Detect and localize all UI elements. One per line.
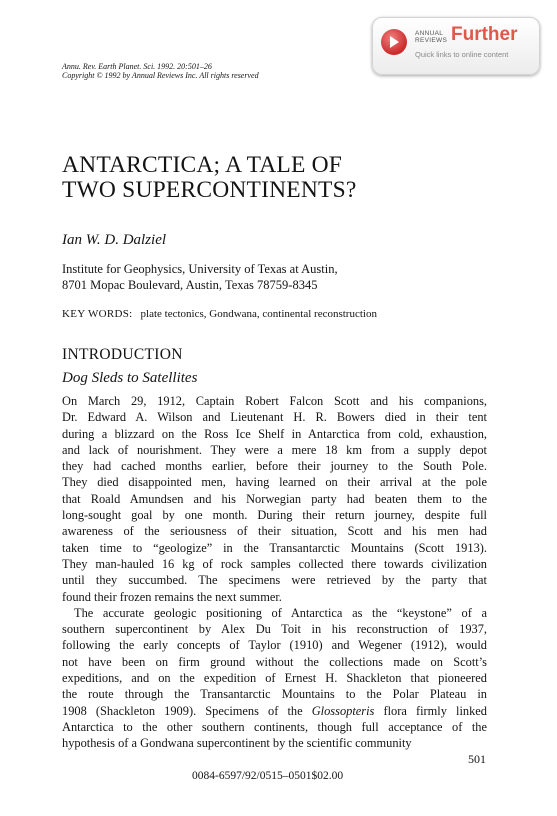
body-text xyxy=(62,393,487,752)
annual-reviews-label: ANNUAL REVIEWS xyxy=(415,30,448,44)
further-subtitle: Quick links to online content xyxy=(415,50,509,59)
body-line: until they succumbed. The specimens were retrieved by the party that xyxy=(62,573,487,588)
affiliation xyxy=(62,261,338,293)
author-name: Ian W. D. Dalziel xyxy=(62,232,167,248)
affiliation-line-2: 8701 Mopac Boulevard, Austin, Texas 78759-8345 xyxy=(62,278,318,292)
body-line: They man-hauled 16 kg of rock samples collected there towards civilization xyxy=(62,556,487,571)
body-line-part: 1908 (Shackleton 1909). Specimens of the xyxy=(62,703,312,718)
body-line-part: flora firmly linked xyxy=(374,703,487,718)
further-badge[interactable] xyxy=(372,17,540,75)
subsection-heading: Dog Sleds to Satellites xyxy=(62,370,198,386)
keywords-value: plate tectonics, Gondwana, continental reconstruction xyxy=(140,308,377,320)
body-line: awareness of the seriousness of their situation, Scott and his men had xyxy=(62,524,487,539)
body-line: following the early concepts of Taylor (1910) and Wegener (1912), would xyxy=(62,638,487,653)
footer-code: 0084-6597/92/0515–0501$02.00 xyxy=(192,770,344,782)
body-line: expeditions, and on the expedition of Ernest H. Shackleton that pioneered xyxy=(62,671,487,686)
body-line: Dr. Edward A. Wilson and Lieutenant H. R. Bowers died in their tent xyxy=(62,410,487,425)
article-title xyxy=(62,153,356,203)
play-arrow-icon xyxy=(381,29,407,55)
keywords-label: KEY WORDS: xyxy=(62,308,133,320)
body-line: and lack of nourishment. They were a mere 18 km from a supply depot xyxy=(62,442,487,457)
body-line: long-sought goal by one month. During their return journey, despite full xyxy=(62,508,487,523)
body-line: They died disappointed men, having learned on their arrival at the pole xyxy=(62,475,487,490)
title-line-2: TWO SUPERCONTINENTS? xyxy=(62,177,357,203)
body-line: found their frozen remains the next summer. xyxy=(62,589,282,604)
journal-line: Annu. Rev. Earth Planet. Sci. 1992. 20:501–26 xyxy=(62,62,212,71)
body-line: hypothesis of a Gondwana supercontinent by the scientific community xyxy=(62,736,412,751)
section-heading: INTRODUCTION xyxy=(62,346,183,363)
keywords xyxy=(62,308,377,320)
body-line: Antarctica to the other southern continents, though full acceptance of the xyxy=(62,719,487,734)
affiliation-line-1: Institute for Geophysics, University of Texas at Austin, xyxy=(62,262,338,276)
body-line: during a blizzard on the Ross Ice Shelf in Antarctica from cold, exhaustion, xyxy=(62,426,487,441)
body-line: southern supercontinent by Alex Du Toit in his reconstruction of 1937, xyxy=(62,622,487,637)
glossopteris-term: Glossopteris xyxy=(311,703,375,718)
journal-citation xyxy=(62,62,259,80)
body-line: The accurate geologic positioning of Antarctica as the “keystone” of a xyxy=(74,605,487,620)
copyright-line: Copyright © 1992 by Annual Reviews Inc. All rights reserved xyxy=(62,71,259,80)
body-line: that Roald Amundsen and his Norwegian party had beaten them to the xyxy=(62,491,487,506)
body-line: the route through the Transantarctic Mountains to the Polar Plateau in xyxy=(62,687,487,702)
body-line-glossopteris xyxy=(62,703,487,719)
page-number: 501 xyxy=(468,752,486,766)
title-line-1: ANTARCTICA; A TALE OF xyxy=(62,152,343,178)
body-line: taken time to “geologize” in the Transantarctic Mountains (Scott 1913). xyxy=(62,540,487,555)
further-label: Further xyxy=(451,24,518,45)
body-line: On March 29, 1912, Captain Robert Falcon Scott and his companions, xyxy=(62,394,487,408)
body-line: not have been on firm ground without the collections made on Scott’s xyxy=(62,654,487,669)
body-line: they had cached months earlier, before their journey to the South Pole. xyxy=(62,459,487,474)
